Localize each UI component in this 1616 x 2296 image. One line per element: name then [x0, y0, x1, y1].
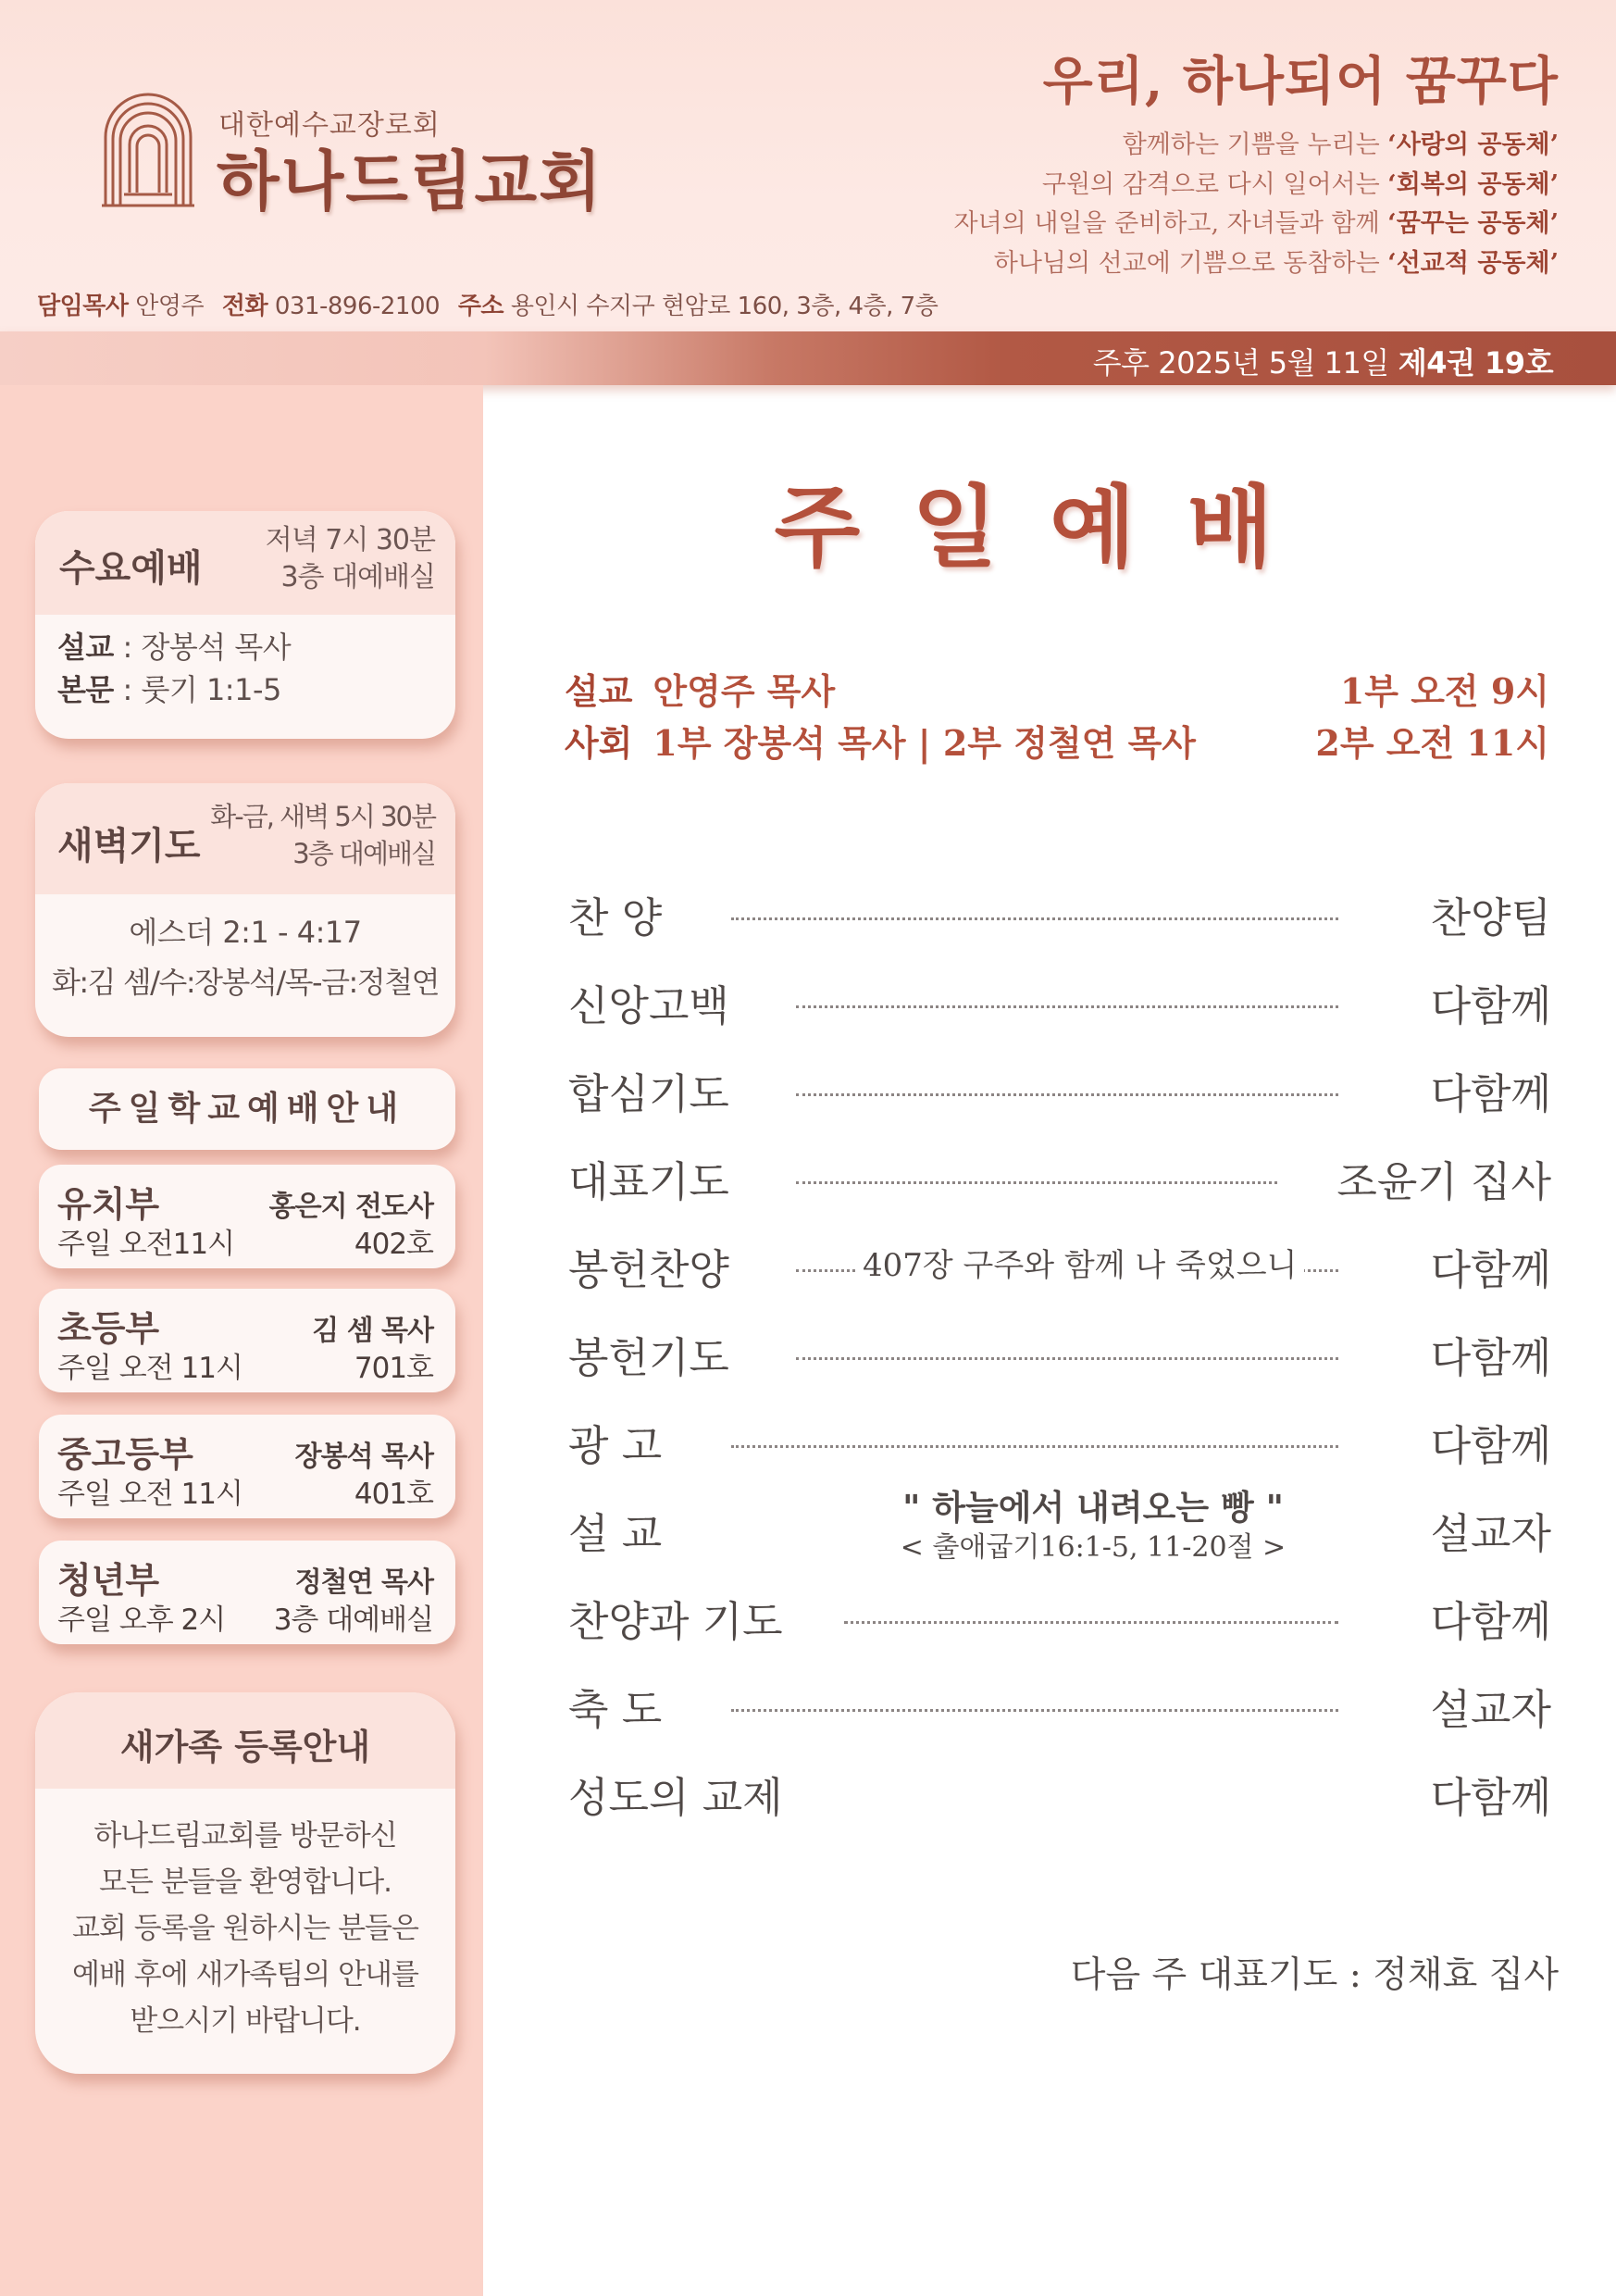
- order-item: 봉헌기도 다함께: [568, 1333, 1551, 1382]
- department-youth: 중고등부 주일 오전 11시 장봉석 목사 401호: [39, 1415, 455, 1518]
- wednesday-scripture: 본문 : 룻기 1:1-5: [57, 672, 281, 707]
- motto-line: 자녀의 내일을 준비하고, 자녀들과 함께 ‘꿈꾸는 공동체’: [953, 209, 1559, 238]
- order-item: 설 교 " 하늘에서 내려오는 빵 " < 출애굽기16:1-5, 11-20절 > 설교자: [568, 1500, 1551, 1555]
- order-item: 광 고 다함께: [568, 1421, 1551, 1470]
- card-title: 수요예배: [59, 547, 203, 590]
- card-title: 새벽기도: [57, 825, 201, 867]
- order-item: 찬 양 찬양팀: [568, 893, 1551, 942]
- preacher-line: 설교 안영주 목사: [565, 670, 836, 712]
- sermon-title: " 하늘에서 내려오는 빵 ": [902, 1487, 1284, 1528]
- offering-hymn: 407장 구주와 함께 나 죽었으니: [855, 1240, 1304, 1285]
- dawn-prayer-card: [35, 783, 455, 1037]
- motto-line: 구원의 감격으로 다시 일어서는 ‘회복의 공동체’: [1041, 169, 1559, 199]
- new-family-card: [35, 1692, 455, 2074]
- service-time: 화-금, 새벽 5시 30분 3층 대예배실: [210, 801, 435, 869]
- wednesday-service-card: [35, 511, 455, 739]
- denomination: 대한예수교장로회: [218, 109, 441, 142]
- sunday-school-title: 주일학교예배안내: [39, 1068, 455, 1150]
- order-item: 성도의 교제 다함께: [568, 1773, 1551, 1822]
- card-title: 새가족 등록안내: [119, 1727, 371, 1767]
- leader-line: 사회 1부 장봉석 목사 | 2부 정철연 목사: [565, 722, 1197, 764]
- order-item: 찬양과 기도 다함께: [568, 1597, 1551, 1646]
- motto-line: 하나님의 선교에 기쁨으로 동참하는 ‘선교적 공동체’: [993, 248, 1559, 278]
- dawn-preachers: 화:김 셈/수:장봉석/목-금:정철연: [51, 965, 440, 1000]
- next-week-prayer: 다음 주 대표기도 : 정채효 집사: [1070, 1954, 1559, 1996]
- order-item: 신앙고백 다함께: [568, 981, 1551, 1030]
- service-title: 주일예배: [774, 475, 1325, 580]
- motto-line: 함께하는 기쁨을 누리는 ‘사랑의 공동체’: [1122, 131, 1559, 159]
- order-item: 합심기도 다함께: [568, 1069, 1551, 1118]
- order-item: 봉헌찬양 407장 구주와 함께 나 죽었으니 다함께: [568, 1236, 1551, 1292]
- wednesday-preacher: 설교 : 장봉석 목사: [57, 630, 292, 665]
- sermon-scripture: < 출애굽기16:1-5, 11-20절 >: [900, 1531, 1287, 1564]
- order-item: 대표기도 조윤기 집사: [568, 1157, 1551, 1206]
- bulletin-date: 주후 2025년 5월 11일 제4권 19호: [1092, 345, 1553, 381]
- first-service-time: 1부 오전 9시: [1339, 670, 1549, 712]
- date-bar: [0, 331, 1616, 385]
- dawn-scripture: 에스더 2:1 - 4:17: [129, 915, 362, 950]
- church-mottos: [953, 126, 1559, 283]
- department-young-adults: 청년부 주일 오후 2시 정철연 목사 3층 대예배실: [39, 1541, 455, 1644]
- volume-number: 제4권 19호: [1398, 345, 1553, 381]
- order-item: 축 도 설교자: [568, 1685, 1551, 1734]
- bulletin-header: [0, 0, 1616, 333]
- service-time: 저녁 7시 30분 3층 대예배실: [265, 524, 435, 593]
- church-contact-info: 담임목사 안영주 전화 031-896-2100 주소 용인시 수지구 현암로 160, 3층, 4층, 7층: [37, 293, 939, 320]
- second-service-time: 2부 오전 11시: [1315, 722, 1549, 764]
- church-arch-logo-icon: [102, 91, 194, 209]
- church-slogan: 우리, 하나되어 꿈꾸다: [1042, 51, 1559, 112]
- new-family-message: 하나드림교회를 방문하신 모든 분들을 환영합니다. 교회 등록을 원하시는 분들은 예배 후에 새가족팀의 안내를 받으시기 바랍니다.: [72, 1819, 418, 2038]
- department-kindergarten: 유치부 주일 오전11시 홍은지 전도사 402호: [39, 1165, 455, 1268]
- department-elementary: 초등부 주일 오전 11시 김 셈 목사 701호: [39, 1289, 455, 1392]
- church-name: 하나드림교회: [217, 144, 603, 219]
